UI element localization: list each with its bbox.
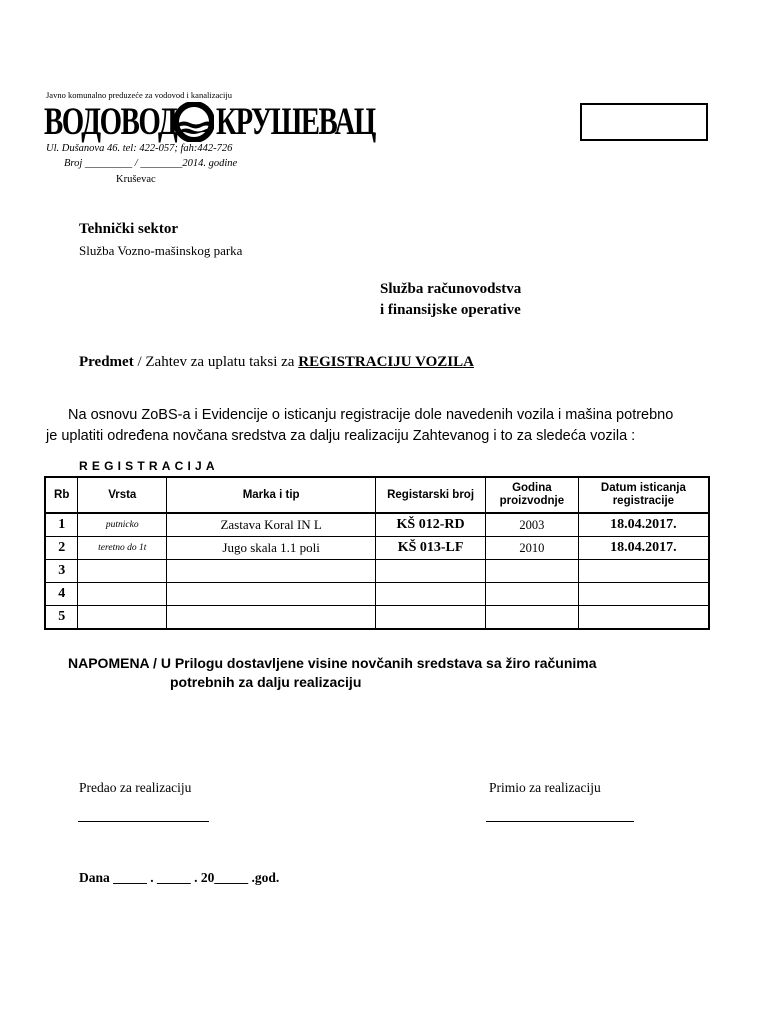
recipient-line-2: i finansijske operative — [380, 302, 521, 318]
logo-text-right: КРУШЕВАЦ — [216, 100, 375, 143]
cell-datum — [578, 606, 709, 630]
company-logo — [44, 100, 386, 144]
table-row — [45, 560, 709, 583]
cell-godina — [485, 606, 578, 630]
cell-godina — [485, 560, 578, 583]
cell-marka — [167, 583, 376, 606]
cell-vrsta: putnicko — [78, 513, 167, 537]
company-address: Ul. Dušanova 46. tel: 422-057; fah:442-726 — [46, 143, 233, 154]
header-marka: Marka i tip — [167, 477, 376, 513]
company-city: Kruševac — [116, 174, 156, 185]
header-vrsta: Vrsta — [78, 477, 167, 513]
cell-rb: 5 — [45, 606, 78, 630]
body-line-1: Na osnovu ZoBS-a i Evidencije o isticanju registracije dole navedenih vozila i mašina potrebno — [68, 407, 674, 423]
cell-vrsta — [78, 606, 167, 630]
handed-over-label: Predao za realizaciju — [79, 780, 192, 795]
body-line-2: je uplatiti određena novčana sredstva za dalju realizaciju Zahtevanog i to za sledeća vozila : — [46, 428, 636, 444]
company-tagline: Javno komunalno preduzeće za vodovod i kanalizaciju — [46, 90, 232, 100]
cell-datum — [578, 583, 709, 606]
recipient-line-1: Služba računovodstva — [380, 281, 522, 297]
table-row — [45, 537, 709, 560]
cell-vrsta: teretno do 1t — [78, 537, 167, 560]
header-reg: Registarski broj — [376, 477, 486, 513]
cell-reg — [376, 560, 486, 583]
signature-line-right — [486, 821, 634, 822]
cell-datum: 18.04.2017. — [578, 513, 709, 537]
cell-reg — [376, 583, 486, 606]
cell-reg: KŠ 012-RD — [376, 513, 486, 537]
table-header-row — [45, 477, 709, 513]
subject-line — [79, 354, 474, 371]
cell-datum: 18.04.2017. — [578, 537, 709, 560]
reference-number-line: Broj _________ / ________2014. godine — [64, 158, 238, 169]
date-line: Dana _____ . _____ . 20_____ .god. — [79, 870, 280, 885]
table-row — [45, 606, 709, 630]
cell-vrsta — [78, 583, 167, 606]
registration-title: REGISTRACIJA — [79, 459, 219, 473]
subject-label: Predmet — [79, 354, 134, 370]
stamp-box — [580, 103, 708, 141]
sender-service: Služba Vozno-mašinskog parka — [79, 243, 243, 258]
subject-highlight: REGISTRACIJU VOZILA — [298, 354, 474, 370]
cell-marka — [167, 560, 376, 583]
subject-text: / Zahtev za uplatu taksi za — [133, 354, 299, 370]
table-row — [45, 513, 709, 537]
signature-line-left — [78, 821, 209, 822]
cell-godina — [485, 583, 578, 606]
received-label: Primio za realizaciju — [489, 780, 601, 795]
water-drop-emblem-icon — [174, 102, 214, 142]
cell-godina: 2010 — [485, 537, 578, 560]
cell-reg — [376, 606, 486, 630]
header-datum: Datum isticanja registracije — [578, 477, 709, 513]
cell-marka: Jugo skala 1.1 poli — [167, 537, 376, 560]
table-row — [45, 583, 709, 606]
cell-rb: 2 — [45, 537, 78, 560]
note-line-2: potrebnih za dalju realizaciju — [170, 674, 362, 690]
cell-marka: Zastava Koral IN L — [167, 513, 376, 537]
registration-table — [44, 476, 710, 630]
header-godina: Godina proizvodnje — [485, 477, 578, 513]
cell-datum — [578, 560, 709, 583]
sender-sector: Tehnički sektor — [79, 221, 179, 237]
header-rb: Rb — [45, 477, 78, 513]
cell-rb: 4 — [45, 583, 78, 606]
cell-godina: 2003 — [485, 513, 578, 537]
logo-text-left: ВОДОВОД — [44, 100, 177, 143]
body-paragraph — [46, 405, 746, 447]
cell-marka — [167, 606, 376, 630]
cell-rb: 3 — [45, 560, 78, 583]
cell-vrsta — [78, 560, 167, 583]
note-line-1: NAPOMENA / U Prilogu dostavljene visine novčanih sredstava sa žiro računima — [68, 655, 597, 671]
cell-reg: KŠ 013-LF — [376, 537, 486, 560]
cell-rb: 1 — [45, 513, 78, 537]
